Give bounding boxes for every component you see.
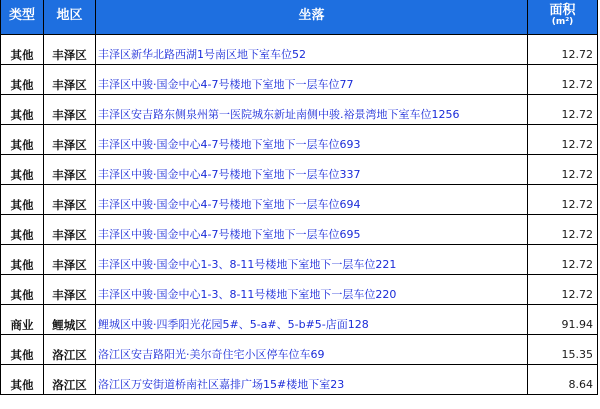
- cell-area: 12.72: [528, 275, 598, 305]
- cell-district: 洛江区: [44, 335, 96, 365]
- cell-type: 其他: [1, 275, 44, 305]
- header-type: 类型: [1, 0, 44, 35]
- header-district: 地区: [44, 0, 96, 35]
- header-area: [528, 0, 598, 35]
- cell-location: 鲤城区中骏·四季阳光花园5#、5-a#、5-b#5-店面128: [96, 305, 528, 335]
- cell-area: 12.72: [528, 125, 598, 155]
- cell-area: 12.72: [528, 35, 598, 65]
- cell-area: 8.64: [528, 365, 598, 395]
- cell-location: 丰泽区中骏·国金中心4-7号楼地下室地下一层车位77: [96, 65, 528, 95]
- cell-area: 12.72: [528, 65, 598, 95]
- cell-type: 其他: [1, 155, 44, 185]
- cell-type: 其他: [1, 185, 44, 215]
- cell-area: 12.72: [528, 245, 598, 275]
- cell-area: 15.35: [528, 335, 598, 365]
- cell-type: 其他: [1, 335, 44, 365]
- cell-location: 丰泽区新华北路西湖1号南区地下室车位52: [96, 35, 528, 65]
- cell-district: 鲤城区: [44, 305, 96, 335]
- cell-district: 丰泽区: [44, 35, 96, 65]
- table-row: [1, 185, 598, 215]
- table-row: [1, 305, 598, 335]
- cell-district: 丰泽区: [44, 275, 96, 305]
- cell-type: 其他: [1, 245, 44, 275]
- table-row: [1, 155, 598, 185]
- cell-location: 丰泽区中骏·国金中心4-7号楼地下室地下一层车位694: [96, 185, 528, 215]
- table-row: [1, 365, 598, 395]
- cell-location: 洛江区万安街道桥南社区嘉排广场15#楼地下室23: [96, 365, 528, 395]
- cell-area: 12.72: [528, 95, 598, 125]
- header-location: 坐落: [96, 0, 528, 35]
- cell-area: 12.72: [528, 155, 598, 185]
- cell-type: 其他: [1, 65, 44, 95]
- cell-area: 12.72: [528, 185, 598, 215]
- cell-district: 丰泽区: [44, 245, 96, 275]
- cell-district: 丰泽区: [44, 155, 96, 185]
- cell-type: 其他: [1, 35, 44, 65]
- cell-district: 丰泽区: [44, 65, 96, 95]
- cell-area: 12.72: [528, 215, 598, 245]
- table-body: [1, 35, 598, 395]
- header-area-label: 面积: [549, 3, 576, 18]
- table-row: [1, 95, 598, 125]
- cell-type: 其他: [1, 125, 44, 155]
- cell-district: 丰泽区: [44, 215, 96, 245]
- table-row: [1, 215, 598, 245]
- table-row: [1, 275, 598, 305]
- table-row: [1, 65, 598, 95]
- cell-location: 丰泽区安吉路东侧泉州第一医院城东新址南侧中骏.裕景湾地下室车位1256: [96, 95, 528, 125]
- cell-area: 91.94: [528, 305, 598, 335]
- table-row: [1, 335, 598, 365]
- cell-type: 其他: [1, 365, 44, 395]
- cell-location: 洛江区安吉路阳光·美尔奇住宅小区停车位车69: [96, 335, 528, 365]
- cell-district: 洛江区: [44, 365, 96, 395]
- table-row: [1, 35, 598, 65]
- cell-type: 商业: [1, 305, 44, 335]
- cell-type: 其他: [1, 215, 44, 245]
- cell-district: 丰泽区: [44, 185, 96, 215]
- cell-location: 丰泽区中骏·国金中心1-3、8-11号楼地下室地下一层车位221: [96, 245, 528, 275]
- cell-location: 丰泽区中骏·国金中心4-7号楼地下室地下一层车位337: [96, 155, 528, 185]
- cell-district: 丰泽区: [44, 95, 96, 125]
- cell-type: 其他: [1, 95, 44, 125]
- table-header-row: [1, 0, 598, 35]
- cell-location: 丰泽区中骏·国金中心1-3、8-11号楼地下室地下一层车位220: [96, 275, 528, 305]
- cell-district: 丰泽区: [44, 125, 96, 155]
- cell-location: 丰泽区中骏·国金中心4-7号楼地下室地下一层车位693: [96, 125, 528, 155]
- table-row: [1, 245, 598, 275]
- cell-location: 丰泽区中骏·国金中心4-7号楼地下室地下一层车位695: [96, 215, 528, 245]
- header-area-unit: (m²): [551, 17, 574, 27]
- table-row: [1, 125, 598, 155]
